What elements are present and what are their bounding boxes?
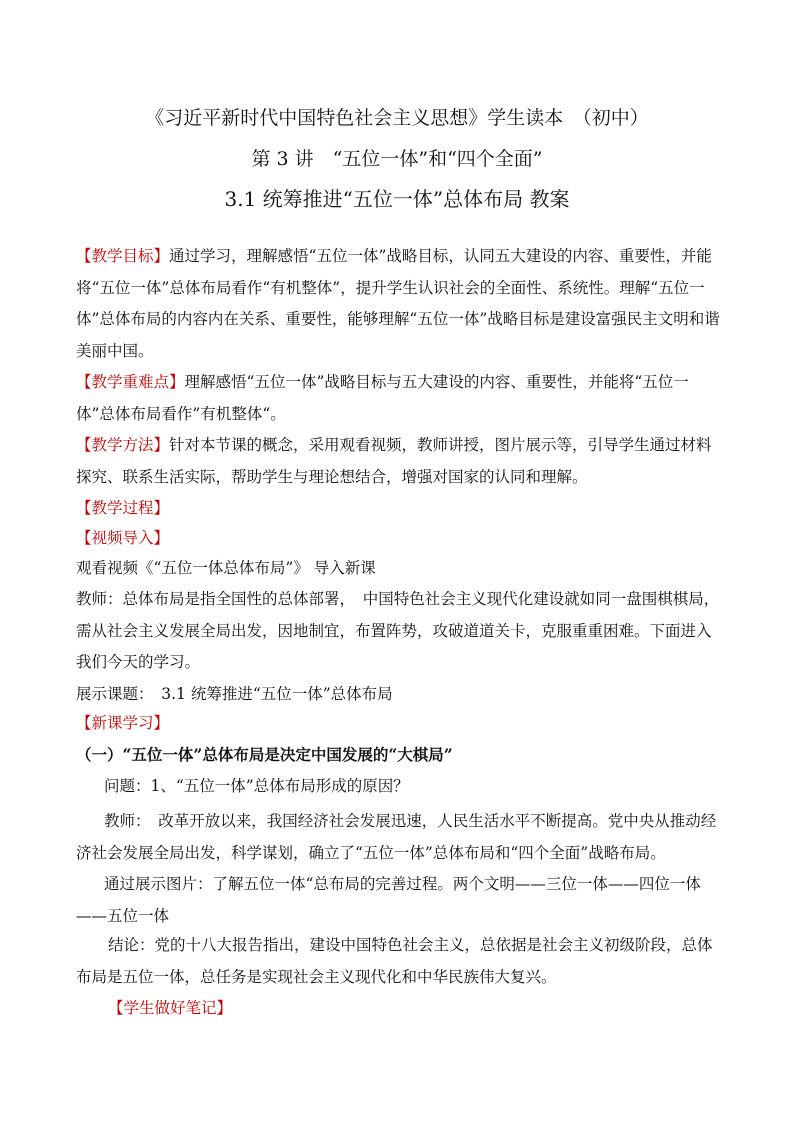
- methods-text: 针对本节课的概念，采用观看视频，教师讲授，图片展示等，引导学生通过材料探究、联系生活实际，帮助学生与理论想结合，增强对国家的认同和理解。: [76, 436, 712, 486]
- objectives-text: 通过学习，理解感悟“五位一体”战略目标，认同五大建设的内容、重要性，并能将“五位一体”总体布局看作“有机整体”，提升学生认识社会的全面性、系统性。理解“五位一体”总体布局的内容内在关系、重要性，能够理解“五位一体”战略目标是建设富强民主文明和谐美丽中国。: [76, 247, 720, 360]
- topic-line: 展示课题： 3.1 统筹推进“五位一体”总体布局: [76, 685, 393, 703]
- teacher-intro-paragraph: 教师：总体布局是指全国性的总体部署， 中国特色社会主义现代化建设就如同一盘围棋棋局，需从社会主义发展全局出发，因地制宜，布置阵势，攻破道道关卡，克服重重困难。下面进入我们今天的学习。: [76, 590, 720, 672]
- key-points-text: 理解感悟“五位一体”战略目标与五大建设的内容、重要性，并能将“五位一体”总体布局看作”有机整体“。: [76, 373, 689, 423]
- book-title: 《习近平新时代中国特色社会主义思想》学生读本 （初中）: [145, 107, 649, 129]
- key-points-tag: 【教学重难点】: [76, 373, 185, 391]
- new-lesson-tag: 【新课学习】: [76, 714, 170, 732]
- teacher-answer-paragraph: 教师： 改革开放以来，我国经济社会发展迅速，人民生活水平不断提高。党中央从推动经济社会发展全局出发，科学谋划，确立了“五位一体”总体布局和“四个全面”战略布局。: [76, 812, 717, 862]
- video-line: 观看视频《“五位一体总体布局”》 导入新课: [76, 559, 376, 577]
- key-points-paragraph: [76, 367, 726, 431]
- methods-tag: 【教学方法】: [76, 436, 170, 454]
- section-title: 3.1 统筹推进“五位一体”总体布局 教案: [224, 187, 570, 211]
- picture-paragraph: 通过展示图片：了解五位一体“总布局的完善过程。两个文明——三位一体——四位一体——五位一体: [76, 875, 701, 925]
- subheading: （一）“五位一体”总体布局是决定中国发展的“大棋局”: [76, 745, 453, 764]
- lecture-title: 第 3 讲 “五位一体”和“四个全面”: [251, 148, 543, 170]
- conclusion-paragraph: 结论：党的十八大报告指出，建设中国特色社会主义，总依据是社会主义初级阶段，总体布局是五位一体，总任务是实现社会主义现代化和中华民族伟大复兴。: [76, 936, 713, 986]
- objectives-tag: 【教学目标】: [76, 247, 170, 265]
- process-tag: 【教学过程】: [76, 499, 170, 517]
- methods-paragraph: [76, 430, 726, 494]
- video-tag: 【视频导入】: [76, 529, 170, 547]
- question-line: 问题：1、“五位一体”总体布局形成的原因？: [104, 777, 409, 795]
- notes-tag: 【学生做好笔记】: [108, 999, 233, 1017]
- objectives-paragraph: [76, 241, 726, 369]
